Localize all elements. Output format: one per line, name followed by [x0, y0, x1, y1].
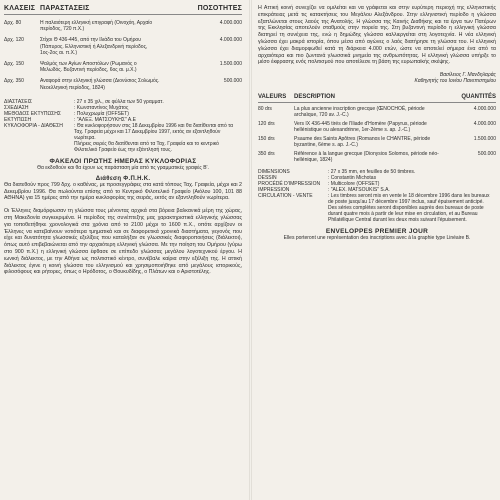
spec-key: ΣΧΕΔΙΑΣΗ — [4, 104, 29, 111]
stamp-quantity: 500.000 — [223, 78, 242, 85]
header-quantity: ΠΟΣΟΤΗΤΕΣ — [197, 5, 242, 12]
spec-key: ΚΥΚΛΟΦΟΡΙΑ - ΔΙΑΘΕΣΗ — [4, 122, 63, 129]
spec-key: ΜΕΘΟΔΟΣ ΕΚΤΥΠΩΣΗΣ — [4, 110, 61, 117]
stamp-subject: Αναφορά στην ελληνική γλώσσα (Διονύσιος Σολωμός. Νεοελληνική περίοδος, 1824) — [40, 78, 160, 91]
fdc-title: ΦΑΚΕΛΟΙ ΠΡΩΤΗΣ ΗΜΕΡΑΣ ΚΥΚΛΟΦΟΡΙΑΣ — [49, 157, 197, 165]
stamp-quantity: 4.000.000 — [219, 20, 242, 26]
french-specs — [258, 169, 496, 223]
table-row — [4, 20, 242, 32]
stamp-value: Δρχ. 120 — [4, 37, 24, 44]
table-row — [258, 151, 496, 163]
spec-extra: Des séries complètes seront disponibles auprès des bureaux de poste durant quatre mois à partir de leur mise en circulation, et au Bureau Philatélique Central durant les deux mois suivant l'épuisement. — [328, 205, 484, 224]
greek-specs — [4, 99, 242, 153]
spec-key: CIRCULATION - VENTE — [258, 193, 313, 200]
spec-value: : Constantin Michotas — [328, 175, 377, 182]
spec-value: : 27 x 35 mm, en feuilles de 50 timbres. — [328, 169, 416, 176]
spec-key: PROCÉDÉ D'IMPRESSION — [258, 181, 321, 188]
spec-key: ΕΚΤΥΠΩΣΗ — [4, 116, 32, 123]
stamp-quantity: 1.500.000 — [219, 61, 242, 68]
greek-body: Οι Έλληνες διαμόρφωσαν τη γλώσσα τους μένοντας αρχικά στα βόρεια βαλκανικά μέρη της χώρας, στη Μακεδονία συγκεκριμένα. Η περίοδος της συνέπτεξης μας χαρακτηριστικά ελληνικής γλώσσας για τοποθετήθηκε χρονολογικά στα χρόνια από το 2100 μέχρι το 1600 π.Χ., οπότε αρχίζουν οι Έλληνες να κατεβαίνουν νοτιότερα τμηματικά και σε διαφορετικά χρονικά διαστήματα, γεγονός που είχε και δυνατότητα γλωσσικές εξελίξεις που καταλήξαν σε γλωσσικές διαφοροποιήσεις (διάλεκτοι), όπως αυτό επιβεβαιώνεται από την αρχαιότερη ελληνική γλώσσα. Με την ποίηση του Ομήρου (γύρω στο 900 π.Χ.) η ελληνική γλώσσα έφθασε σε επίπεδο γλώσσας μεγάλου λογοτεχνικού έργου. Η ιωνική διάλεκτος, με την Αθήνα ως πολιτιστικό κέντρο, συνέβαλε καίρια στην εξέλιξη της. Η αττική διάλεκτος έγινε η κοινή γλώσσα του ελληνισμού και χρησιμοποιήθηκε από μεγάλους ιστορικούς, φιλοσόφους και ρήτορες, όπως ο Ηρόδοτος, ο Θουκυδίδης, ο Πλάτων και ο Αριστοτέλης. — [4, 208, 242, 276]
spec-key: DIMENSIONS — [258, 169, 290, 176]
stamp-subject: Psaume des Saints Apôtres (Romanos le CHANTRE, période byzantine, 6ème s. ap. J.-C.) — [294, 136, 431, 149]
table-row — [258, 121, 496, 133]
french-table-header — [258, 94, 496, 103]
spec-value: : "ΑΛΕΞ. ΜΑΤΣΟΥΚΗΣ" Α.Ε — [74, 116, 136, 123]
greek-column — [4, 0, 242, 276]
spec-extra: Πλήρεις σειρές θα διατίθενται από τα Ταχ. Γραφεία και το κεντρικό Φιλοτελικό Γραφείο έως την εξάντλησή τους. — [74, 140, 219, 153]
header-value: ΚΛΑΣΕΙΣ — [4, 5, 36, 12]
spec-value: : Multicolore (OFFSET) — [328, 181, 380, 188]
spec-row — [4, 141, 242, 153]
table-row — [258, 136, 496, 148]
greek-body-continued: Η Αττική κοινή συνεχίζει να ομιλείται και να γράφεται και στην ευρύτερη περιοχή της ελληνιστικής επικράτειας μετά τις κατακτήσεις του Μεγάλου Αλεξάνδρου. Στην ελληνιστική περίοδο η γλώσσα εξαπλώνεται στους λαούς της Ανατολής. Η γλώσσα της Καινής Διαθήκης και τα έργα των Πατέρων της Εκκλησίας αποτελούν σταθμούς στην πορεία της. Στη βυζαντινή περίοδο η ελληνική γλώσσα διατηρεί τη συνέχεια της, ενώ η δημώδης γλώσσα καλλιεργείται στη λογοτεχνία. Η νέα ελληνική γλώσσα έχει μακρά ιστορία, όπου μέσα από αγώνες ο λαός διατήρησε τη γλώσσα του. Η ελληνική γλώσσα έχει διαμορφωθεί κατά τη διάρκεια 4.000 ετών, ώστε να αποτελεί σήμερα ένα από τα αρχαιότερα και πιο ζωντανά γλωσσικά μνημεία της ανθρωπότητας. Η ελληνική γλώσσα υπήρξε το μέσο έκφρασης ενός πολιτισμού που αποτέλεσε τη βάση της ευρωπαϊκής σκέψης. — [258, 5, 496, 66]
stamp-subject: Référence à la langue grecque (Dionysios Solomos, période néo-hellénique, 1824) — [294, 151, 439, 164]
stamp-subject: Vers IX 436-445 tirés de l'Iliade d'Homère (Papyrus, période hellénistique ou alexandrinne, 1er-2ème s. ap. J.-C.) — [294, 121, 427, 134]
signature-title: Καθηγητής του Ιονίου Πανεπιστημίου — [414, 78, 496, 85]
stamp-value: Δρχ. 80 — [4, 20, 22, 26]
fdc-text: Θα εκδοθούν και θα έχουν ως παράσταση μία από τις γραμματικές γραφές Β'. — [37, 164, 209, 171]
envelope-text: Elles porteront une représentation des inscriptions avec à la graphie type Linéaire B. — [283, 235, 471, 242]
spec-row — [4, 123, 242, 141]
stamp-subject: La plus ancienne inscription grecque (ŒNOCHOÉ, période archaïque, 720 av. J.-C.) — [294, 106, 425, 119]
spec-value: : Les timbres seront mis en vente le 18 décembre 1996 dans les bureaux de poste jusqu'au 17 décembre 1997 inclus, sauf épuisement anticipé. — [328, 193, 490, 206]
stamp-quantity: 4.000.000 — [473, 106, 496, 113]
stamp-value: 120 drs — [258, 121, 275, 128]
spec-key: ΔΙΑΣΤΑΣΕΙΣ — [4, 98, 33, 105]
stamp-subject: Ψαλμός των Αγίων Αποστόλων (Ρωμανός ο Μελωδός. Βυζαντινή περίοδος, 6ος αι. μ.Χ.) — [40, 61, 137, 74]
cancel-text: Θα διατεθούν προς 799 δρχ. ο καθένας, με προσεγγράφες στα κατά τόπους Ταχ. Γραφεία, μέχρι και 2 Δεκεμβρίου 1996. Θα πωλούνται επίσης από το Κεντρικό Φιλοτελικό Γραφείο (Αιόλου 100, 101 88 ΑΘΗΝΑ) για 15 ημέρες από την ημέρα κυκλοφορίας της σειράς, εκτός αν εξαντληθούν νωρίτερα. — [4, 181, 242, 202]
greek-table-header — [4, 5, 242, 15]
spec-value: : "ALEX. MATSOUKIS" S.A. — [328, 187, 390, 194]
stamp-quantity: 4.000.000 — [473, 121, 496, 128]
stamp-value: 350 drs — [258, 151, 275, 158]
table-row — [4, 37, 242, 56]
table-row — [258, 106, 496, 118]
stamp-quantity: 500.000 — [477, 151, 496, 158]
spec-value: : Κωνσταντίνος Μυχάτος — [74, 104, 129, 111]
table-row — [4, 61, 242, 73]
spec-value: : 27 x 35 χιλ., σε φύλλα των 50 γραμματ. — [74, 98, 164, 105]
table-row — [4, 78, 242, 90]
spec-key: IMPRESSION — [258, 187, 290, 194]
stamp-value: Δρχ. 350 — [4, 78, 24, 85]
stamp-subject: Στίχοι Θ 436-445, από την Ιλιάδα του Ομήρου (Πάπυρος. Ελληνιστική ή Αλεξανδρινή περίοδος, 1ος-2ος αι. π.Χ.) — [40, 37, 148, 56]
stamp-quantity: 4.000.000 — [219, 37, 242, 44]
header-value: VALEURS — [258, 94, 287, 101]
stamp-value: Δρχ. 150 — [4, 61, 24, 68]
right-column — [258, 0, 496, 241]
spec-row — [258, 193, 496, 205]
header-quantity: QUANTITÉS — [461, 94, 496, 101]
signature-name: Βασίλειος Γ. Μανδηλαράς — [439, 72, 496, 79]
cancel-title: Διάθεση Φ.Π.Η.Κ. — [95, 175, 151, 182]
header-subject: ΠΑΡΑΣΤΑΣΕΙΣ — [40, 5, 90, 12]
spec-value: : Θα κυκλοφορήσουν στις 18 Δεκεμβρίου 1996 και θα διατίθενται από τα Ταχ. Γραφεία μέχρι και 17 Δεκεμβρίου 1997, εκτός αν εξαντληθούν νωρίτερα. — [74, 122, 233, 141]
stamp-value: 150 drs — [258, 136, 275, 143]
stamp-value: 80 drs — [258, 106, 272, 113]
header-subject: DESCRIPTION — [294, 94, 336, 101]
stamp-quantity: 1.500.000 — [473, 136, 496, 143]
envelope-title: ENVELOPPES PREMIER JOUR — [325, 228, 429, 236]
spec-row — [258, 205, 496, 223]
spec-value: : Πολυχρωμία (OFFSET) — [74, 110, 129, 117]
page-fold — [249, 0, 252, 500]
spec-key: DESSIN — [258, 175, 277, 182]
stamp-subject: Η παλαιότερη ελληνική επιγραφή (Οινοχόη, Αρχαίο περίοδος, 720 π.Χ.) — [40, 20, 153, 33]
